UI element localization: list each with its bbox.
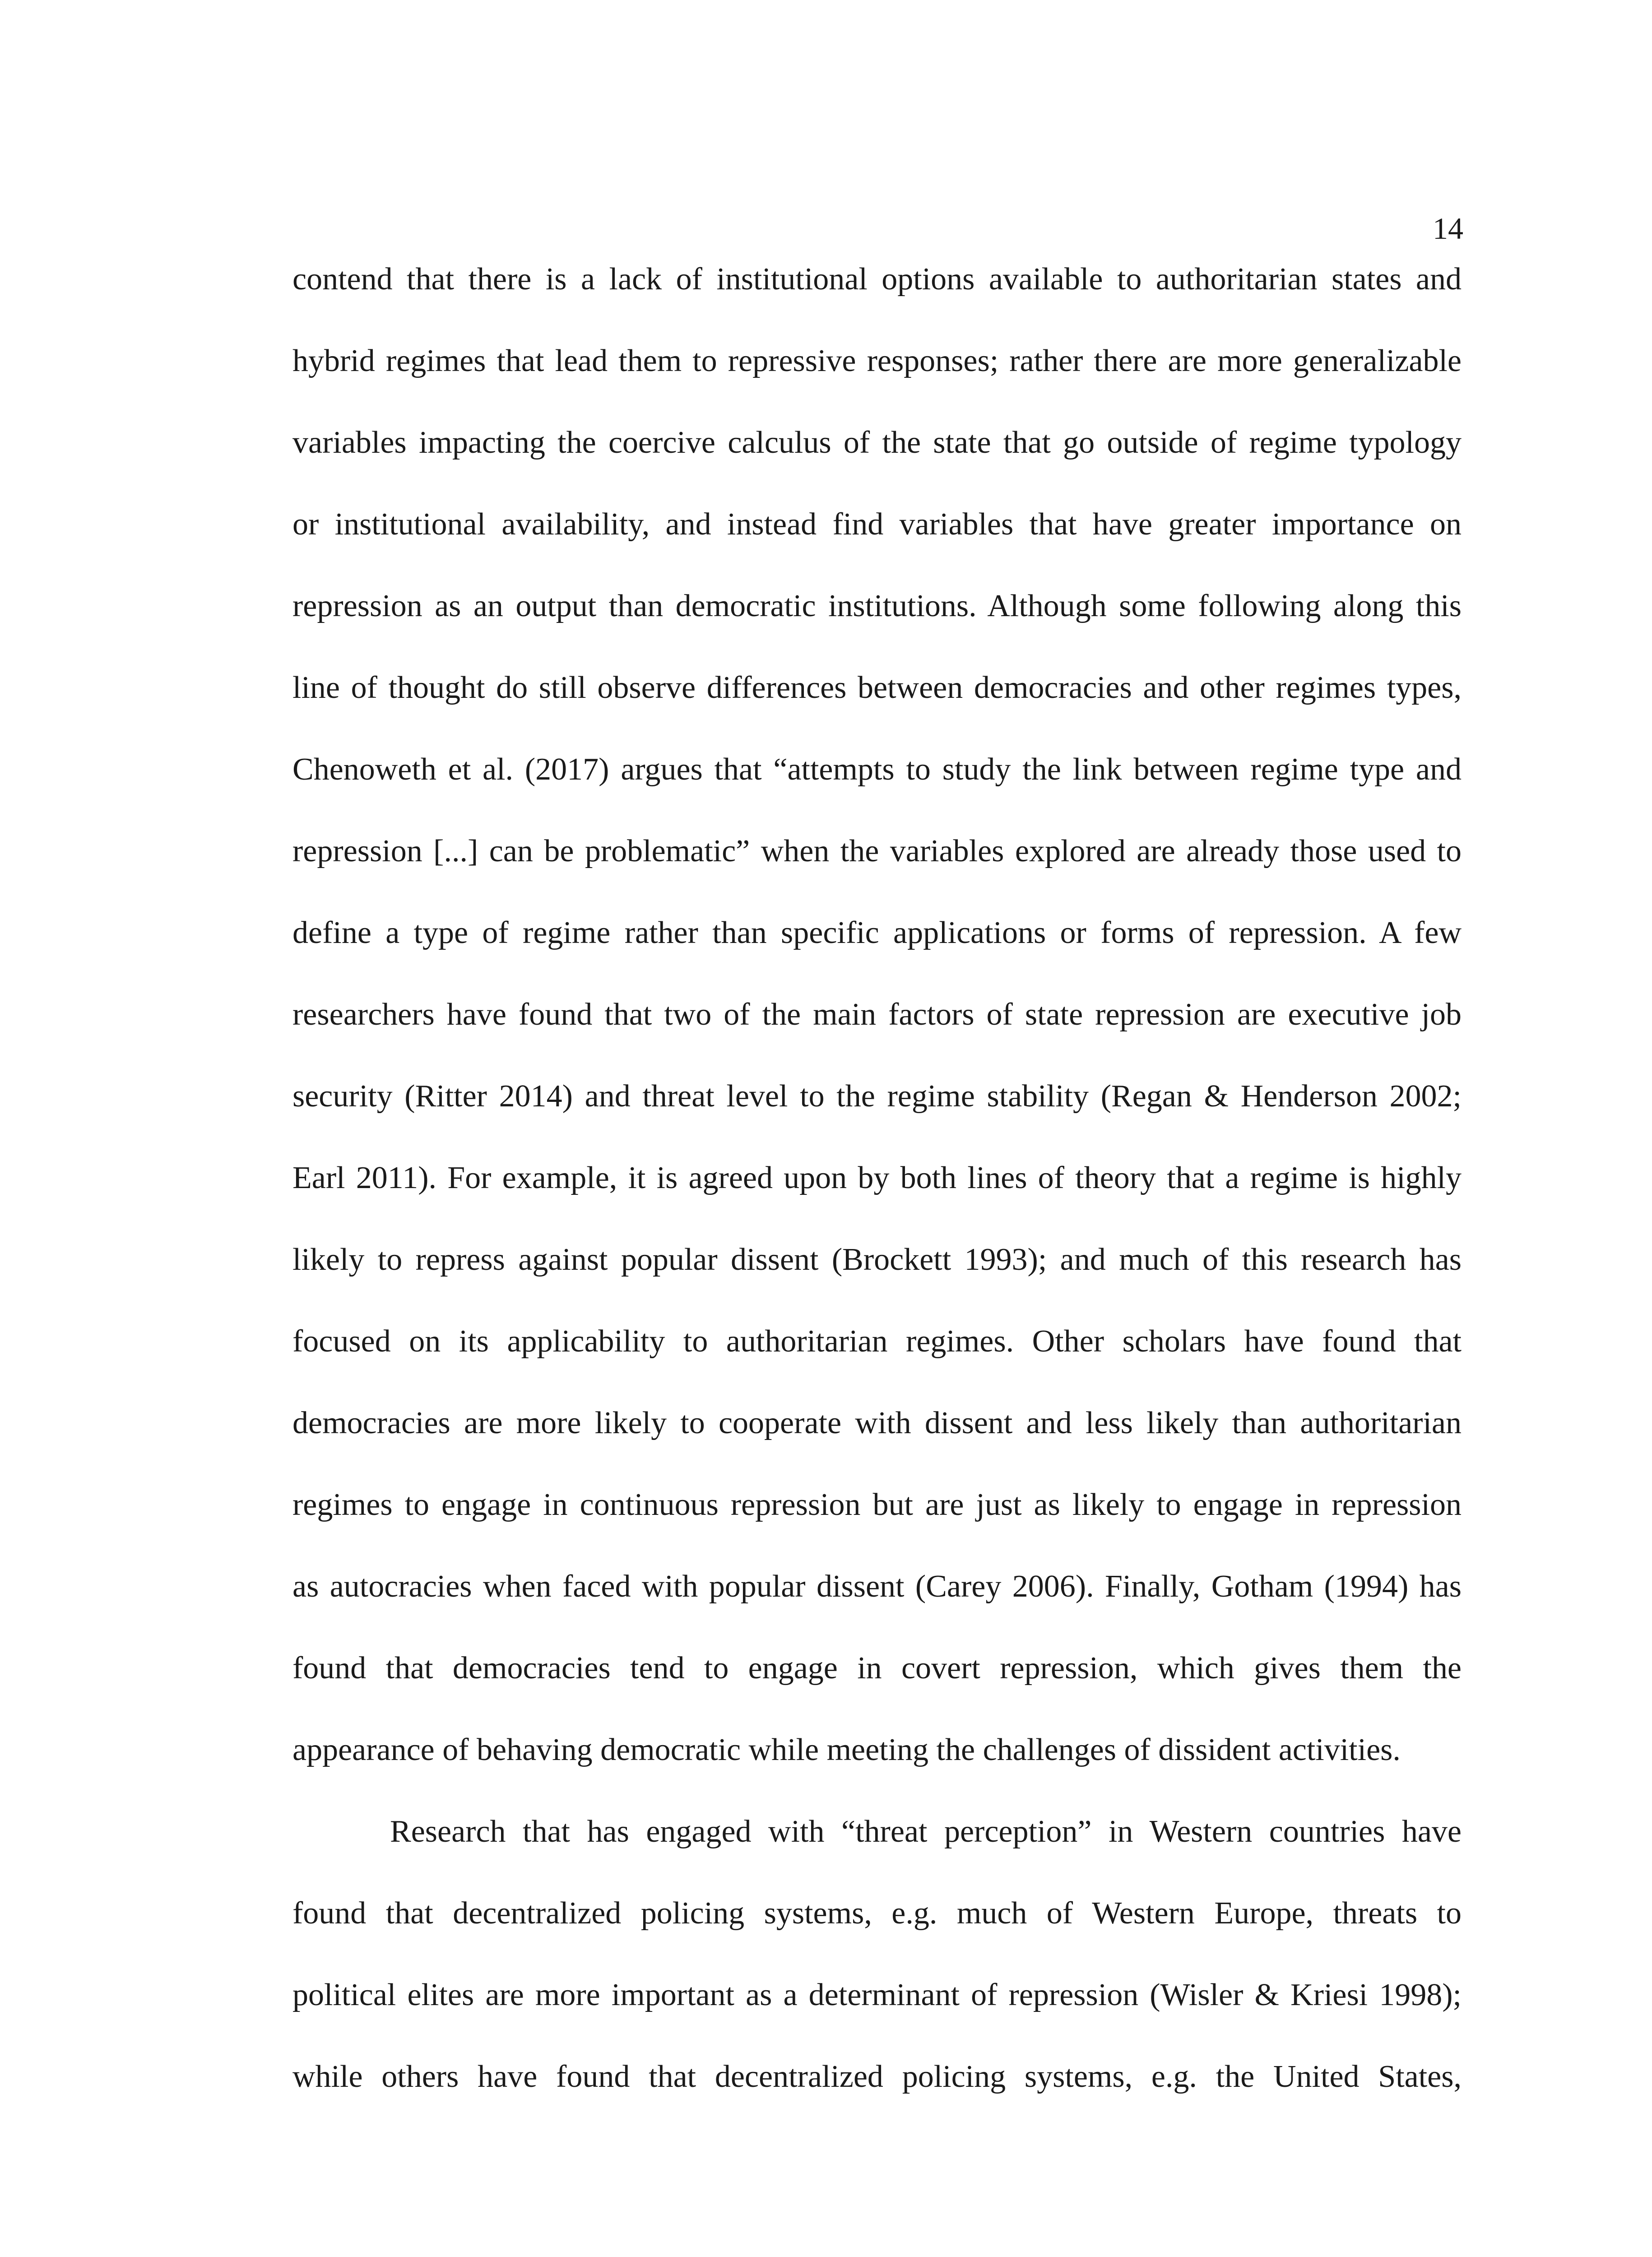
text-line: variables impacting the coercive calculus of the state that go outside of regime typology [292, 425, 1462, 460]
text-line: while others have found that decentralized policing systems, e.g. the United States, [292, 2059, 1462, 2094]
text-line: researchers have found that two of the main factors of state repression are executive job [292, 997, 1462, 1032]
text-line: appearance of behaving democratic while meeting the challenges of dissident activities. [292, 1732, 1401, 1767]
text-line: repression as an output than democratic institutions. Although some following along this [292, 589, 1462, 623]
text-line: as autocracies when faced with popular dissent (Carey 2006). Finally, Gotham (1994) has [292, 1569, 1462, 1604]
text-line: or institutional availability, and instead find variables that have greater importance on [292, 507, 1462, 542]
body-text [292, 259, 1462, 2138]
text-line: define a type of regime rather than specific applications or forms of repression. A few [292, 915, 1462, 950]
text-line: regimes to engage in continuous repression but are just as likely to engage in repression [292, 1487, 1462, 1522]
text-line: political elites are more important as a determinant of repression (Wisler & Kriesi 1998); [292, 1978, 1462, 2012]
text-line: hybrid regimes that lead them to repressive responses; rather there are more generalizable [292, 344, 1462, 378]
text-line: Chenoweth et al. (2017) argues that “attempts to study the link between regime type and [292, 752, 1462, 787]
text-line: found that democracies tend to engage in covert repression, which gives them the [292, 1651, 1462, 1686]
page-number: 14 [1433, 211, 1463, 246]
text-line: repression [...] can be problematic” when the variables explored are already those used to [292, 834, 1462, 868]
text-line: line of thought do still observe differences between democracies and other regimes types, [292, 670, 1462, 705]
text-line: Research that has engaged with “threat perception” in Western countries have [390, 1814, 1462, 1849]
paragraph-1 [292, 259, 1462, 1811]
paragraph-2 [292, 1811, 1462, 2138]
text-line: contend that there is a lack of institutional options available to authoritarian states and [292, 262, 1462, 297]
text-line: likely to repress against popular dissent (Brockett 1993); and much of this research has [292, 1242, 1462, 1277]
text-line: focused on its applicability to authoritarian regimes. Other scholars have found that [292, 1324, 1462, 1359]
text-line: security (Ritter 2014) and threat level to the regime stability (Regan & Henderson 2002; [292, 1079, 1462, 1114]
text-line: democracies are more likely to cooperate with dissent and less likely than authoritarian [292, 1406, 1462, 1440]
text-line: found that decentralized policing systems, e.g. much of Western Europe, threats to [292, 1896, 1462, 1931]
text-line: Earl 2011). For example, it is agreed upon by both lines of theory that a regime is highly [292, 1161, 1462, 1195]
